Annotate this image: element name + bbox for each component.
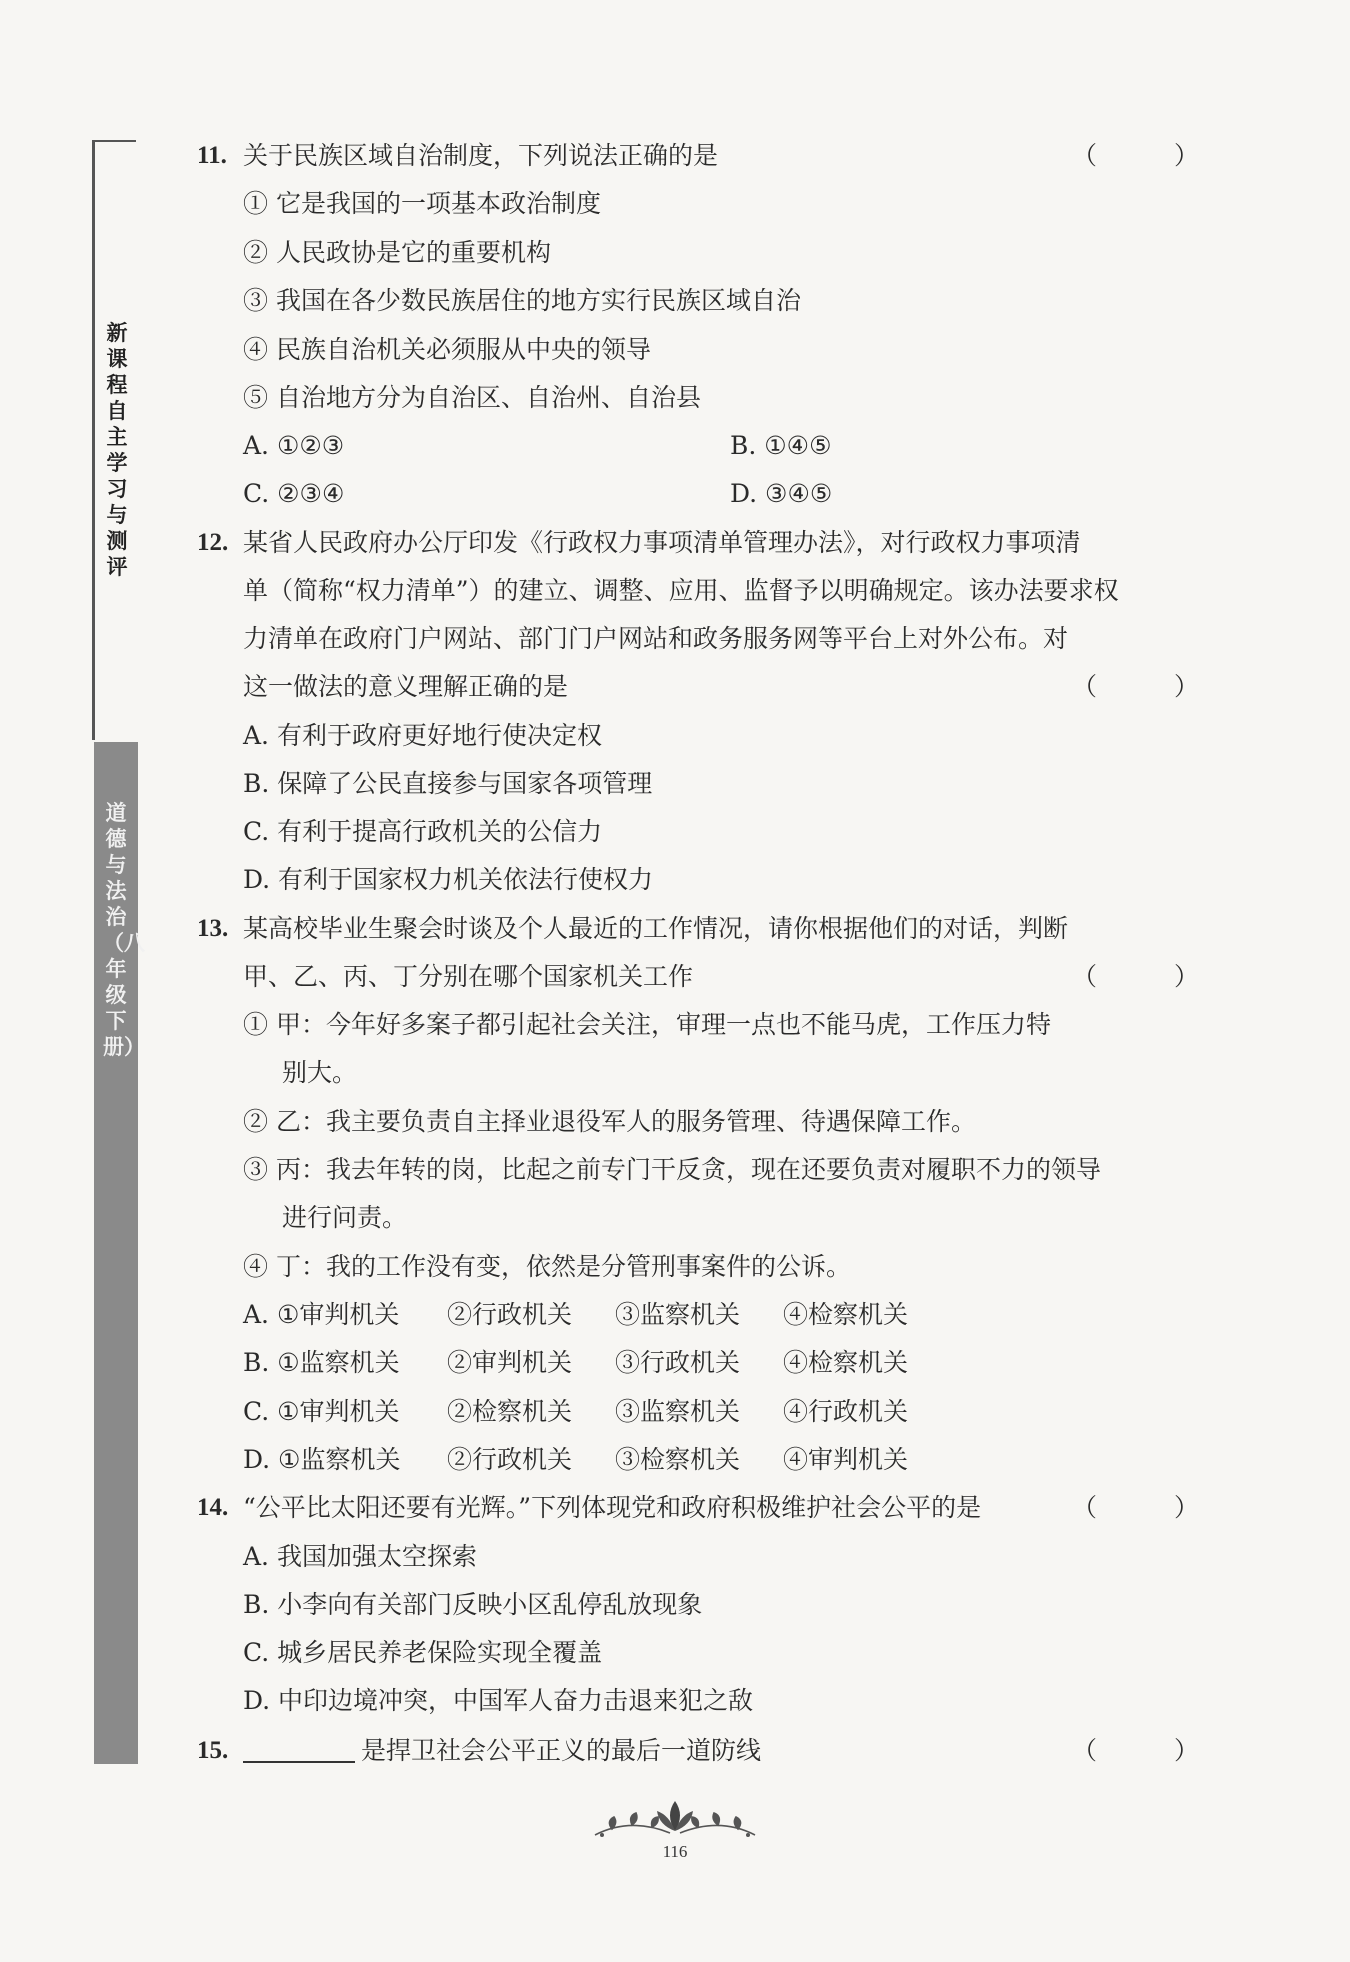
option-d: D. ③④⑤ (730, 479, 833, 508)
option-c: C. ②③④ (243, 479, 345, 508)
question-number: 14. (197, 1494, 229, 1521)
side-tab-subject-title: 道德与法治（八年级下册） (103, 801, 145, 1059)
question-number: 15. (197, 1737, 229, 1764)
page-number: 116 (662, 1842, 688, 1861)
answer-paren: （ ） (1072, 1493, 1226, 1522)
option-b: B. ①④⑤ (730, 431, 832, 460)
option-a: A. ①②③ (243, 431, 345, 460)
question-number: 12. (197, 529, 229, 556)
question-number: 11. (197, 142, 227, 169)
side-tab-series-title: 新课程自主学习与测评 (106, 321, 128, 579)
answer-paren: （ ） (1072, 672, 1226, 701)
answer-paren: （ ） (1072, 1736, 1226, 1765)
side-tab-subject-block (94, 742, 145, 1764)
question-number: 13. (197, 915, 229, 942)
fill-in-blank (243, 1735, 355, 1763)
floral-ornament-icon (590, 1795, 760, 1845)
answer-paren: （ ） (1072, 962, 1226, 991)
answer-paren: （ ） (1072, 141, 1226, 170)
